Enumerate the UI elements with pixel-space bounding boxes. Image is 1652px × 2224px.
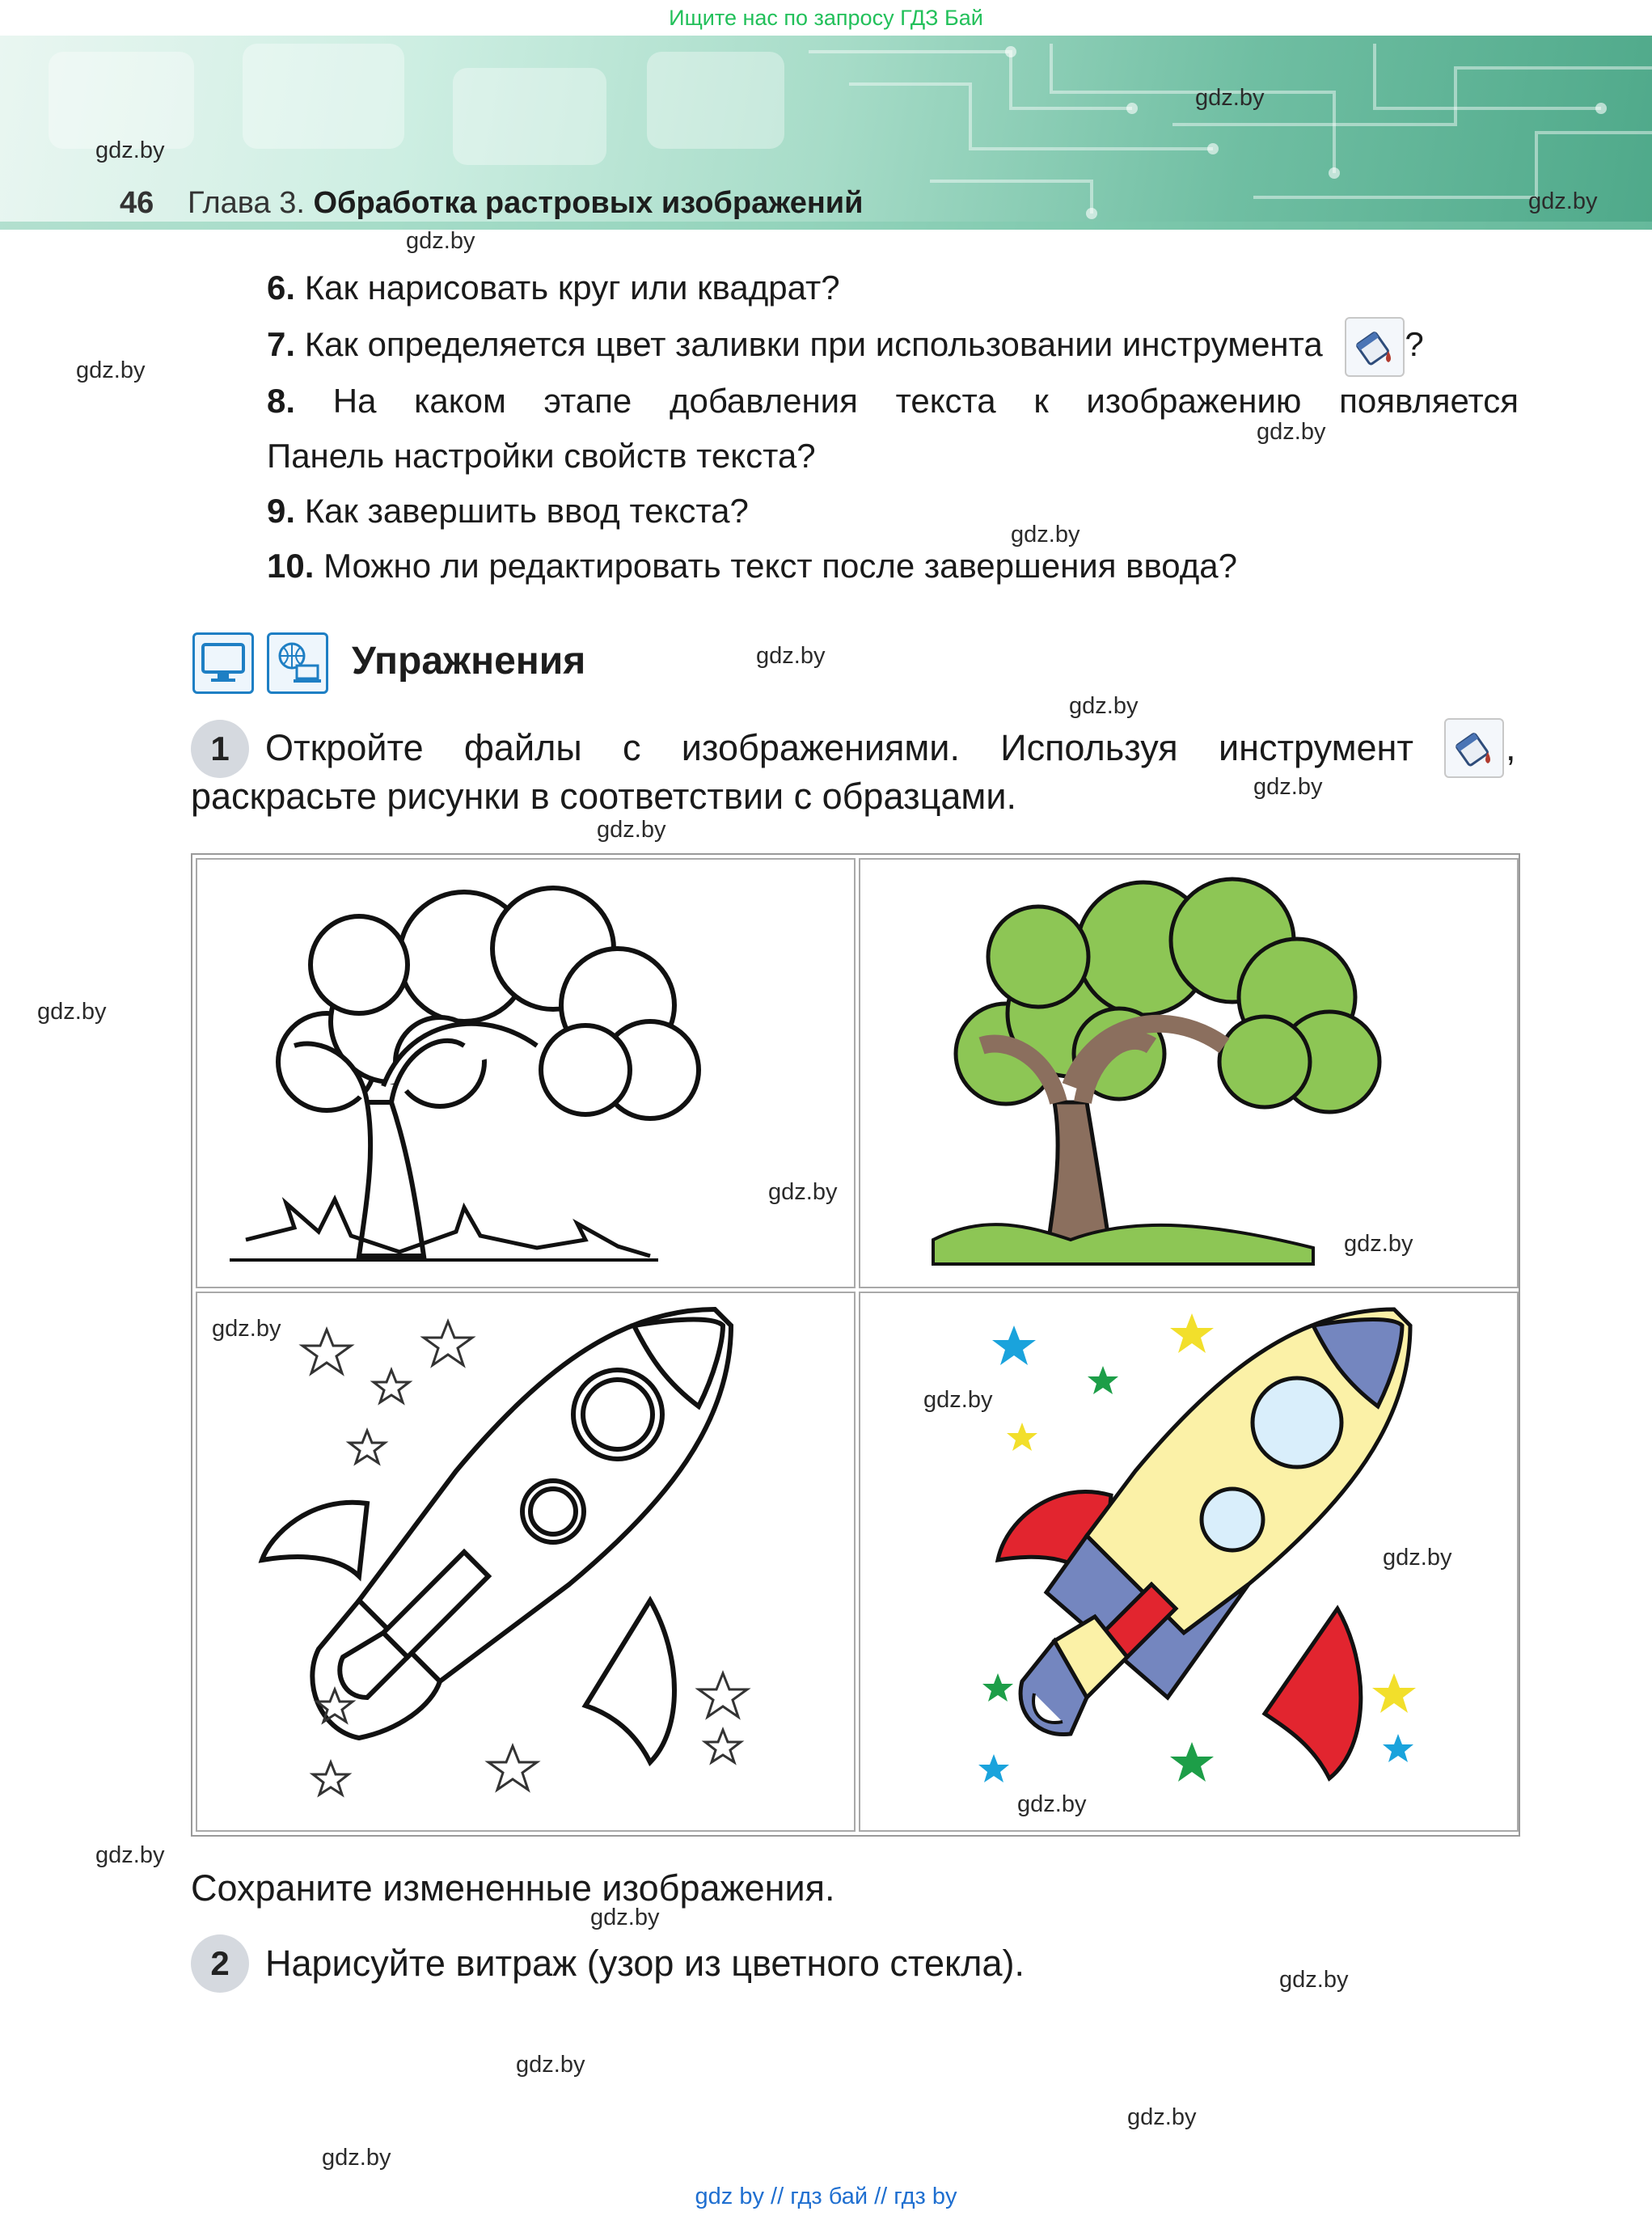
chapter-name: Обработка растровых изображений <box>313 186 864 220</box>
watermark: gdz.by <box>1127 2104 1197 2130</box>
watermark: gdz.by <box>756 643 826 669</box>
watermark: gdz.by <box>1017 1791 1087 1817</box>
watermark: gdz.by <box>923 1387 993 1413</box>
top-search-banner: Ищите нас по запросу ГДЗ Бай <box>669 6 983 30</box>
watermark: gdz.by <box>1344 1231 1413 1257</box>
tree-colored-image <box>859 858 1519 1288</box>
question-7: 7. Как определяется цвет заливки при использовании инструмента ? <box>267 317 1519 377</box>
globe-laptop-icon <box>267 632 328 694</box>
link-separator: // <box>771 2184 784 2209</box>
link-separator: // <box>874 2184 888 2209</box>
watermark: gdz.by <box>1195 85 1265 111</box>
watermark: gdz.by <box>590 1905 660 1930</box>
coloring-examples-grid <box>191 853 1520 1837</box>
exercise-2-number: 2 <box>191 1934 249 1993</box>
question-8-continuation: Панель настройки свойств текста? <box>267 437 816 475</box>
exercises-title: Упражнения <box>352 640 586 683</box>
question-10: 10. Можно ли редактировать текст после завершения ввода? <box>267 547 1237 585</box>
question-6: 6. Как нарисовать круг или квадрат? <box>267 268 840 307</box>
paint-bucket-icon <box>1444 718 1504 778</box>
page-number: 46 <box>120 186 154 220</box>
exercise-1-comma: , <box>1506 727 1516 768</box>
watermark: gdz.by <box>1253 774 1323 800</box>
watermark: gdz.by <box>1069 693 1139 719</box>
exercise-1-line1: Откройте файлы с изображениями. Используя инструмент <box>265 727 1413 768</box>
watermark: gdz.by <box>1279 1967 1349 1993</box>
watermark: gdz.by <box>597 817 666 843</box>
question-9: 9. Как завершить ввод текста? <box>267 492 749 530</box>
save-note: Сохраните измененные изображения. <box>191 1867 835 1909</box>
link-gdz-by-cyr[interactable]: гдз by <box>894 2184 957 2209</box>
bottom-links <box>0 2184 1652 2210</box>
watermark: gdz.by <box>76 357 146 383</box>
watermark: gdz.by <box>768 1179 838 1205</box>
paint-bucket-icon <box>1345 317 1405 377</box>
tree-outline-image <box>196 858 856 1288</box>
exercise-1-number: 1 <box>191 720 249 778</box>
watermark: gdz.by <box>95 137 165 163</box>
link-gdz-by[interactable]: gdz by <box>695 2184 764 2209</box>
chapter-prefix: Глава 3. <box>188 186 305 220</box>
watermark: gdz.by <box>1383 1545 1452 1571</box>
watermark: gdz.by <box>406 228 475 254</box>
watermark: gdz.by <box>1528 188 1598 214</box>
question-8: 8. На каком этапе добавления текста к изображению появляется <box>267 382 1519 420</box>
computer-monitor-icon <box>192 632 254 694</box>
chapter-title <box>188 186 864 221</box>
rocket-outline-image <box>196 1292 856 1832</box>
exercise-1-line2: раскрасьте рисунки в соответствии с образцами. <box>191 776 1016 817</box>
watermark: gdz.by <box>212 1316 281 1342</box>
watermark: gdz.by <box>1257 419 1326 445</box>
watermark: gdz.by <box>37 999 107 1025</box>
exercise-2-text: Нарисуйте витраж (узор из цветного стекла). <box>265 1943 1025 1984</box>
watermark: gdz.by <box>322 2145 391 2171</box>
link-gdz-bai[interactable]: гдз бай <box>790 2184 868 2209</box>
watermark: gdz.by <box>516 2052 585 2078</box>
watermark: gdz.by <box>95 1842 165 1868</box>
watermark: gdz.by <box>1011 522 1080 548</box>
